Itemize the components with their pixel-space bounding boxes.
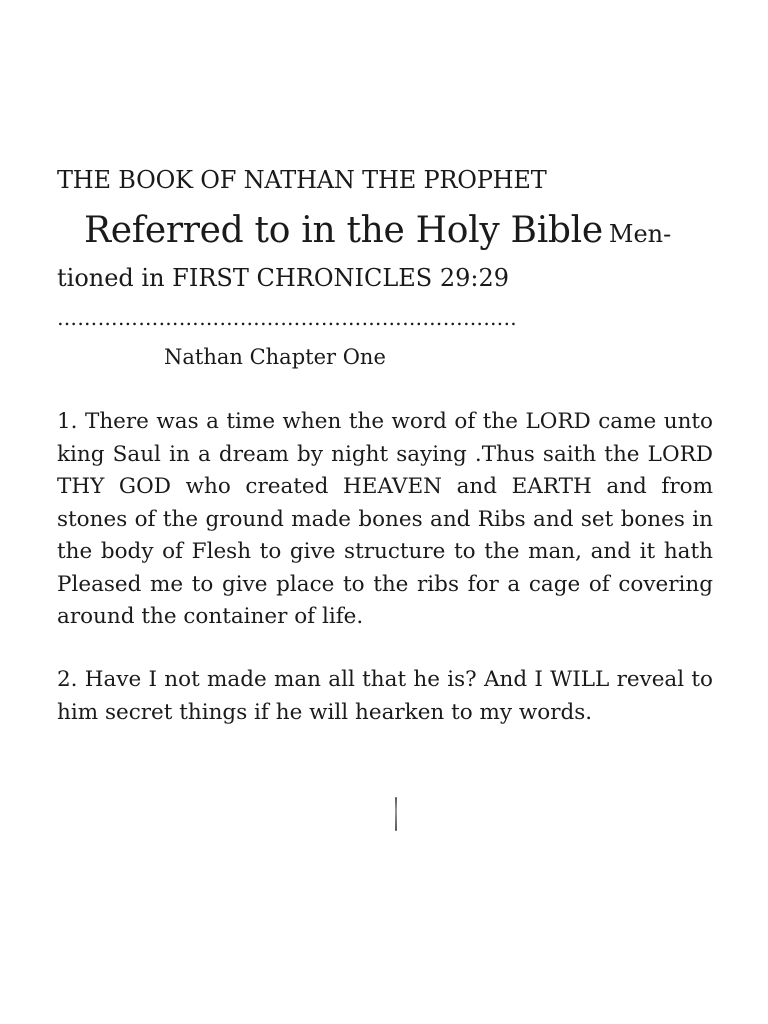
dotted-separator: ………………………………………………………….. bbox=[57, 306, 517, 330]
reference-continuation: Men- bbox=[608, 220, 672, 248]
reference-heading: Referred to in the Holy Bible bbox=[84, 210, 603, 251]
reference-citation: tioned in FIRST CHRONICLES 29:29 bbox=[57, 264, 510, 292]
reference-line bbox=[57, 210, 713, 251]
chapter-title: Nathan Chapter One bbox=[164, 345, 386, 369]
verse-paragraph-1: 1. There was a time when the word of the LORD came unto king Saul in a dream by night saying .Thus saith the LORD THY GOD who created HEAVEN and EARTH and from stones of the ground made bones and Ribs and set bones in the body of Flesh to give structure to the man, and it hath Pleased me to give place to the ribs for a cage of covering around the container of life. bbox=[57, 409, 713, 629]
verse-paragraph-2: 2. Have I not made man all that he is? And I WILL reveal to him secret things if he will hearken to my words. bbox=[57, 667, 713, 725]
document-page bbox=[57, 0, 713, 1024]
text-cursor-mark bbox=[395, 797, 397, 831]
book-title: THE BOOK OF NATHAN THE PROPHET bbox=[57, 166, 547, 194]
